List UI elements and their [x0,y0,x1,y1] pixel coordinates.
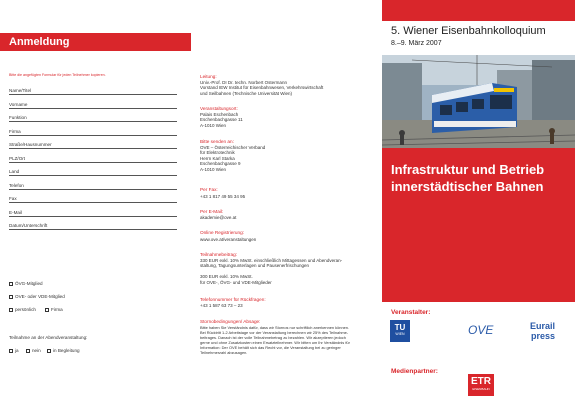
field-label: Vorname [9,102,28,107]
checkbox-icon [9,282,13,286]
section-heading-fax: Per Fax: [200,187,218,192]
checkbox-label: nein [32,348,41,353]
event-title: 5. Wiener Eisenbahnkolloquium [391,25,546,37]
email-link[interactable]: akademie@ove.at [200,215,237,220]
section-body-fee [200,258,378,285]
section-heading-cancellation: Stornobedingungen/ Absage: [200,319,261,324]
headline-line: innerstädtischer Bahnen [391,179,544,194]
registration-title: Anmeldung [9,36,70,48]
field-street[interactable] [9,140,177,149]
text-line: Bitte haben Sie Verständnis dafür, dass wir Stornos nur schriftlich anerkennen können. [200,325,350,330]
tram-photo [382,55,575,148]
checkbox-icon [47,349,51,353]
checkbox-label: ÖVG-Mitglied [15,281,43,286]
checkbox-dinner-no[interactable] [26,348,41,353]
text-line: Bei Rücktritt 1-2 Arbeitstage vor der Veranstaltung berechnen wir 25% des Teilnahme- [200,330,349,335]
etr-logo-text: ETR [471,376,491,387]
field-label: Firma [9,129,21,134]
event-dates: 8.–9. März 2007 [391,40,442,47]
eurail-press-logo [530,321,555,341]
registration-link[interactable]: www.ove.at/veranstaltungen [200,237,257,242]
section-heading-online: Online Registrierung: [200,230,245,235]
checkbox-label: Firma [51,307,63,312]
text-line: 300 EUR exkl. 10% MwSt. [200,274,253,280]
checkbox-label: OVE- oder VDE-Mitglied [15,294,65,299]
field-label: Straße/Hausnummer [9,142,52,147]
text-line: für Elektrotechnik [200,150,235,156]
media-partner-label: Medienpartner: [391,368,438,375]
text-line: Eschenbachgasse 9 [200,161,241,167]
checkbox-personal[interactable] [9,307,36,312]
text-line: Univ.-Prof. DI Dr. techn. Norbert Ostermann [200,80,287,85]
checkbox-company[interactable] [45,307,63,312]
info-panel [191,0,382,407]
field-label: Funktion [9,115,27,120]
tu-logo-subtext: WIEN [395,332,405,336]
registration-note: Bitte die angefügten Formular für jeden Teilnehmer kopieren. [9,73,106,77]
field-label: Telefon [9,183,24,188]
tu-wien-logo [390,320,410,342]
top-red-band [382,0,575,21]
field-company[interactable] [9,127,177,136]
field-label: Datum/Unterschrift [9,223,48,228]
text-line: beitrages. Danach ist der volle Teilnahmebetrag zu bezahlen. Wir akzeptieren jedoch [200,335,346,340]
field-label: PLZ/Ort [9,156,26,161]
text-line: gerne und ohne Zusatzkosten einen Ersatzteilnehmer. Wir bitten um Ihr Verständnis für [200,340,350,345]
checkbox-icon [45,308,49,312]
text-line: und Seilbahnen (Technische Universität Wien) [200,90,293,96]
text-line: staltung, Tagungsunterlagen und Pausenerfrischungen [200,263,309,269]
checkbox-label: in Begleitung [53,348,80,353]
tu-logo-text: TU [394,323,406,332]
checkbox-dinner-companion[interactable] [47,348,80,353]
tram-photo-illustration [382,55,575,148]
section-body-send-to [200,145,378,172]
field-label: E-Mail [9,210,23,215]
section-body-online [200,237,378,242]
field-phone[interactable] [9,181,177,190]
phone-number: +43 1 587 63 73 – 23 [200,303,243,308]
registration-panel [0,0,191,407]
checkbox-label: persönlich [15,307,36,312]
text-line: A-1010 Wien [200,122,227,128]
text-line: Herrn Karl Starka [200,155,235,161]
text-line: OVE – Österreichischer Verband [200,145,266,150]
press-text: press [530,331,556,341]
text-line: A-1010 Wien [200,166,227,172]
text-line: Vorstand IEW Institut für Eisenbahnwesen, Verkehrswirtschaft [200,85,324,91]
fax-number: +43 1 817 49 55 34 95 [200,194,246,199]
text-line: Palais Eschenbach [200,112,239,117]
section-body-venue [200,112,378,128]
checkbox-label: ja [15,348,19,353]
organizers-label: Veranstalter: [391,309,431,316]
section-heading-venue: Veranstaltungsort: [200,106,238,111]
section-heading-leitung: Leitung: [200,74,217,79]
field-fax[interactable] [9,194,177,203]
ove-logo: OVE [468,323,494,337]
eurail-text: Eurail [530,321,556,331]
cover-panel [382,0,575,407]
checkbox-icon [9,295,13,299]
checkbox-icon [9,308,13,312]
section-heading-send-to: Bitte senden an: [200,139,234,144]
checkbox-oevg-member[interactable] [9,281,43,286]
field-label: Name/Titel [9,88,32,93]
checkbox-dinner-yes[interactable] [9,348,19,353]
etr-logo-subtext: EISENBAHN [472,387,490,391]
section-body-phone [200,303,378,308]
field-date-signature[interactable] [9,221,177,230]
field-email[interactable] [9,208,177,217]
headline-line: Infrastruktur und Betrieb [391,162,545,177]
section-body-fax [200,194,378,199]
etr-logo [468,374,494,396]
checkbox-ove-vde-member[interactable] [9,294,65,299]
dinner-question: Teilnahme an der Abendveranstaltung: [9,335,88,340]
checkbox-icon [26,349,30,353]
section-body-leitung [200,80,378,96]
section-heading-fee: Teilnahmebeitrag: [200,252,238,257]
field-country[interactable] [9,167,177,176]
text-line: Eschenbachgasse 11 [200,117,243,123]
field-label: Land [9,169,20,174]
field-label: Fax [9,196,17,201]
field-function[interactable] [9,113,177,122]
text-line: für OVE-, ÖVG- und VDE-Mitglieder [200,279,272,285]
field-zip-city[interactable] [9,154,177,163]
text-line: 330 EUR exkl. 10% MwSt. einschließlich Mittagessen und Abendveran- [200,258,343,263]
checkbox-icon [9,349,13,353]
field-name-title[interactable] [9,86,177,95]
field-first-name[interactable] [9,100,177,109]
section-body-cancellation [200,325,378,355]
headline [391,161,571,195]
text-line: Information: Der OVE behält sich das Recht vor, die Veranstaltung bei zu geringer [200,345,341,350]
section-heading-phone: Telefonnummer für Rückfragen: [200,297,266,302]
section-body-email [200,215,378,220]
text-line: Teilnehmerzahl abzusagen. [200,350,248,355]
section-heading-email: Per E-Mail: [200,209,224,214]
